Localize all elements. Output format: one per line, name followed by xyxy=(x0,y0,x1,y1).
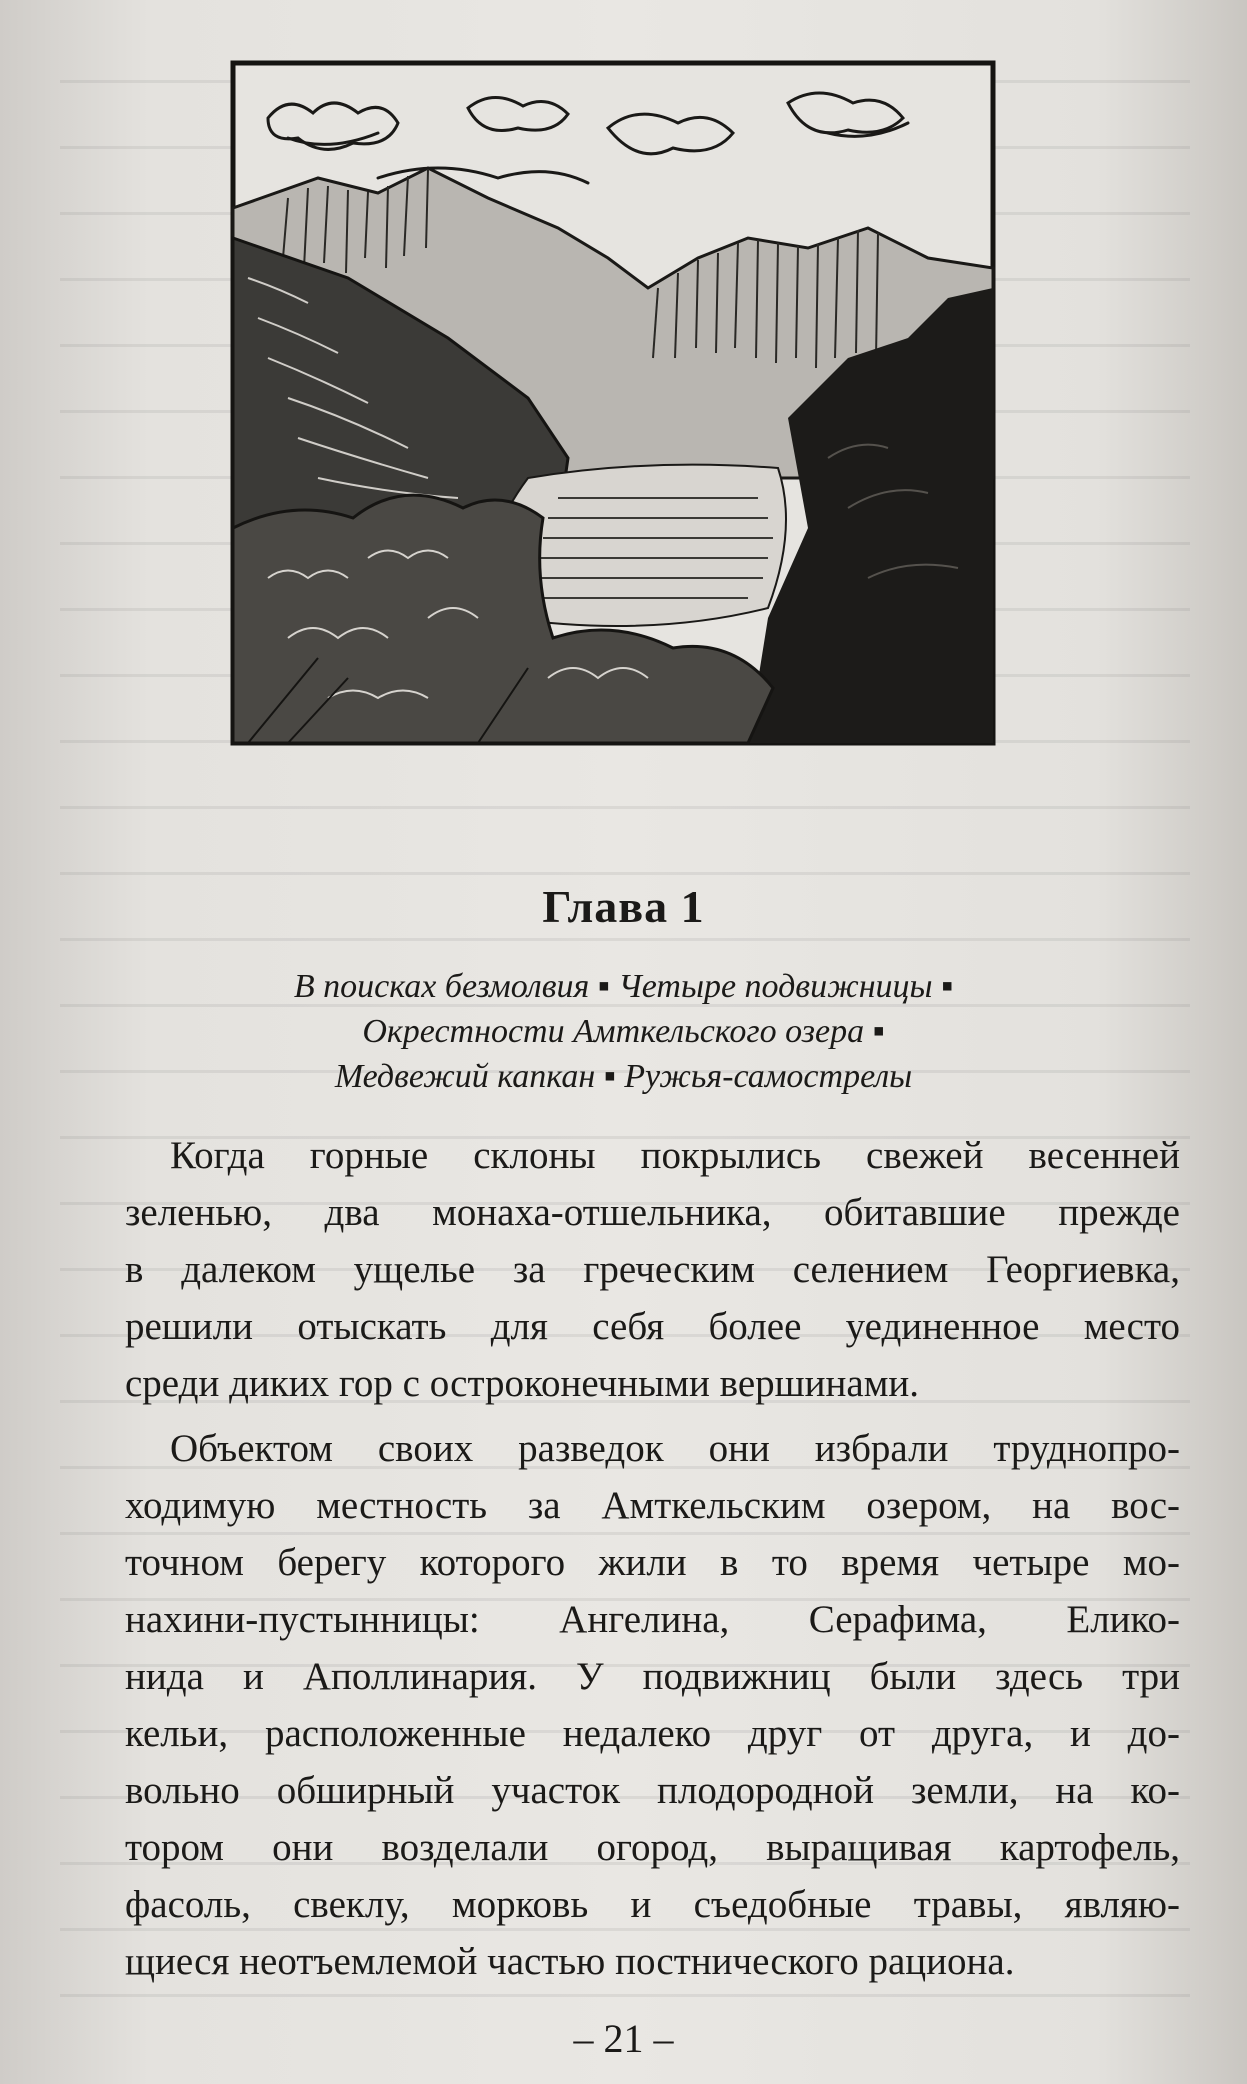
paragraph-1-line-1: Когда горные склоны покрылись свежей весенней xyxy=(170,1134,1180,1177)
paragraph-1-line-4: решили отыскать для себя более уединенное место xyxy=(125,1305,1180,1348)
paragraph-2-line-3: точном берегу которого жили в то время четыре мо- xyxy=(125,1541,1180,1584)
bleed-line xyxy=(60,938,1190,941)
paragraph-2-line-2: ходимую местность за Амткельским озером, на вос- xyxy=(125,1484,1180,1527)
bleed-line xyxy=(60,872,1190,875)
paragraph-2-line-7: вольно обширный участок плодородной земли, на ко- xyxy=(125,1769,1180,1812)
paragraph-2-line-5: нида и Аполлинария. У подвижниц были здесь три xyxy=(125,1655,1180,1698)
chapter-subtitle-line-1: В поисках безмолвия ▪ Четыре подвижницы ▪ xyxy=(293,968,954,1005)
paragraph-2-line-6: кельи, расположенные недалеко друг от друга, и до- xyxy=(125,1712,1180,1755)
paragraph-2-line-9: фасоль, свеклу, морковь и съедобные травы, являю- xyxy=(125,1883,1180,1926)
paragraph-1-line-3: в далеком ущелье за греческим селением Георгиевка, xyxy=(125,1248,1180,1291)
paragraph-1-line-5: среди диких гор с остроконечными вершинами. xyxy=(125,1362,920,1405)
paragraph-2-line-4: нахини-пустынницы: Ангелина, Серафима, Елико- xyxy=(125,1598,1180,1641)
mountain-lake-illustration xyxy=(228,58,998,748)
bleed-line xyxy=(60,806,1190,809)
chapter-subtitle-line-3: Медвежий капкан ▪ Ружья-самострелы xyxy=(334,1058,913,1095)
paragraph-1-line-2: зеленью, два монаха-отшельника, обитавшие прежде xyxy=(125,1191,1180,1234)
chapter-title: Глава 1 xyxy=(542,881,705,932)
paragraph-2-line-1: Объектом своих разведок они избрали труднопро- xyxy=(170,1427,1180,1470)
chapter-subtitle-line-2: Окрестности Амткельского озера ▪ xyxy=(362,1013,885,1050)
page-number: – 21 – xyxy=(573,2016,674,2061)
paragraph-2-line-10: щиеся неотъемлемой частью постнического рациона. xyxy=(125,1940,1015,1983)
bleed-line xyxy=(60,1994,1190,1997)
paragraph-2-line-8: тором они возделали огород, выращивая картофель, xyxy=(125,1826,1180,1869)
